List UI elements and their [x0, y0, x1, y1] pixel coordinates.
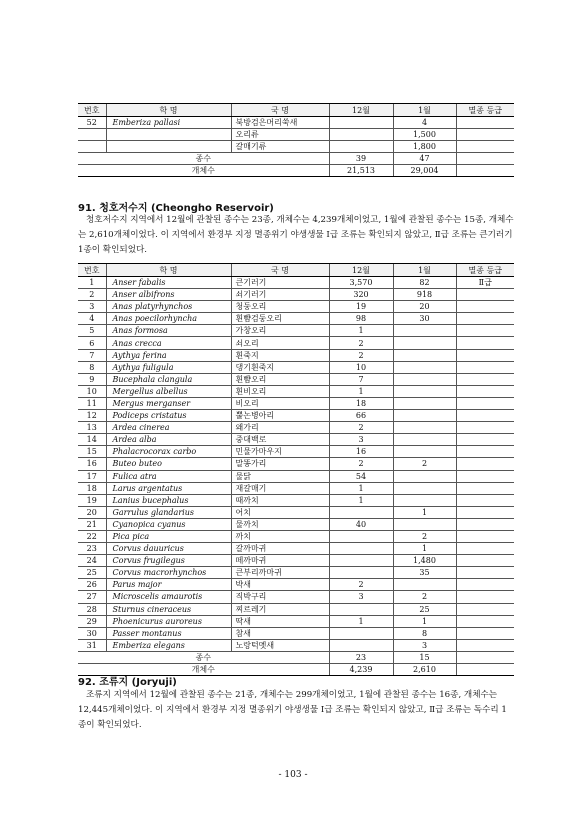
- cell-number: 11: [78, 397, 106, 409]
- cell-number: 18: [78, 482, 106, 494]
- cell-scientific-name: Buteo buteo: [106, 458, 231, 470]
- cell-grade: [456, 422, 514, 434]
- cell-january: 1: [393, 615, 456, 627]
- cell-number: 4: [78, 313, 106, 325]
- species-count-row: [78, 153, 514, 165]
- cell-number: 19: [78, 494, 106, 506]
- species-count-dec: 39: [329, 153, 393, 165]
- cell-grade: [456, 543, 514, 555]
- cell-grade: [456, 506, 514, 518]
- cell-number: 8: [78, 361, 106, 373]
- cell-december: 2: [329, 458, 393, 470]
- cell-number: 31: [78, 639, 106, 651]
- cell-number: 22: [78, 530, 106, 542]
- cell-korean-name: 왜가리: [231, 422, 329, 434]
- cell-december: 1: [329, 482, 393, 494]
- cell-december: 1: [329, 385, 393, 397]
- cell-scientific-name: Mergus merganser: [106, 397, 231, 409]
- cell-korean-name: 흰죽지: [231, 349, 329, 361]
- species-count-dec: 23: [329, 651, 393, 663]
- cell-january: [393, 422, 456, 434]
- cell-number: 21: [78, 518, 106, 530]
- cell-number: 24: [78, 555, 106, 567]
- cell-december: [329, 567, 393, 579]
- cell-scientific-name: Corvus macrorhynchos: [106, 567, 231, 579]
- cell-scientific-name: Aythya ferina: [106, 349, 231, 361]
- cell-grade: Ⅱ급: [456, 277, 514, 289]
- cell-january: [393, 349, 456, 361]
- table-row: [78, 518, 514, 530]
- cell-korean-name: 중대백로: [231, 434, 329, 446]
- species-count-label: 종수: [78, 153, 329, 165]
- cell-korean-name: 큰부리까마귀: [231, 567, 329, 579]
- cell-korean-name: 찌르레기: [231, 603, 329, 615]
- table-row: [78, 639, 514, 651]
- table-row: [78, 141, 514, 153]
- cell-january: [393, 482, 456, 494]
- cell-january: [393, 470, 456, 482]
- table-row: [78, 361, 514, 373]
- cell-december: 2: [329, 579, 393, 591]
- header-january: 1월: [393, 104, 456, 117]
- cell-number: 27: [78, 591, 106, 603]
- table-row: [78, 591, 514, 603]
- cell-number: 16: [78, 458, 106, 470]
- cell-scientific-name: Microscelis amaurotis: [106, 591, 231, 603]
- cell-number: 2: [78, 289, 106, 301]
- cell-scientific-name: Mergellus albellus: [106, 385, 231, 397]
- cell-scientific-name: Emberiza pallasi: [106, 117, 231, 129]
- cell-december: 2: [329, 422, 393, 434]
- cell-january: [393, 373, 456, 385]
- cell-grade: [456, 494, 514, 506]
- cell-january: 3: [393, 639, 456, 651]
- table-row: [78, 567, 514, 579]
- header-endangered-grade: 멸종 등급: [456, 264, 514, 277]
- cell-grade: [456, 482, 514, 494]
- header-korean-name: 국 명: [231, 104, 329, 117]
- cell-december: [329, 543, 393, 555]
- page-number: - 103 -: [278, 770, 308, 780]
- table-row: [78, 289, 514, 301]
- table-header-row: [78, 104, 514, 117]
- cell-korean-name: 박새: [231, 579, 329, 591]
- cell-january: 30: [393, 313, 456, 325]
- cell-scientific-name: Aythya fuligula: [106, 361, 231, 373]
- cell-korean-name: 참새: [231, 627, 329, 639]
- cell-grade: [456, 289, 514, 301]
- cell-number: 9: [78, 373, 106, 385]
- cell-january: 35: [393, 567, 456, 579]
- cell-grade: [456, 470, 514, 482]
- cell-scientific-name: Ardea alba: [106, 434, 231, 446]
- cell-december: 3: [329, 591, 393, 603]
- cell-korean-name: 물닭: [231, 470, 329, 482]
- cell-december: [329, 506, 393, 518]
- cell-scientific-name: Bucephala clangula: [106, 373, 231, 385]
- cell-scientific-name: Parus major: [106, 579, 231, 591]
- cell-january: [393, 410, 456, 422]
- table-row: [78, 117, 514, 129]
- cell-january: 1: [393, 543, 456, 555]
- cell-scientific-name: Anser fabalis: [106, 277, 231, 289]
- cell-korean-name: 뿔논병아리: [231, 410, 329, 422]
- cell-december: 54: [329, 470, 393, 482]
- cell-january: 4: [393, 117, 456, 129]
- cell-january: 1,500: [393, 129, 456, 141]
- cell-january: [393, 434, 456, 446]
- cell-january: [393, 397, 456, 409]
- cell-korean-name: 노랑턱멧새: [231, 639, 329, 651]
- table-row: [78, 129, 514, 141]
- cell-january: 82: [393, 277, 456, 289]
- cell-korean-name: 흰비오리: [231, 385, 329, 397]
- cell-december: 18: [329, 397, 393, 409]
- cell-january: 8: [393, 627, 456, 639]
- species-count-row: [78, 651, 514, 663]
- cell-grade: [456, 117, 514, 129]
- individual-count-row: [78, 165, 514, 177]
- cell-grade: [456, 301, 514, 313]
- table-row: [78, 555, 514, 567]
- cell-scientific-name: Anas platyrhynchos: [106, 301, 231, 313]
- cell-january: [393, 385, 456, 397]
- cell-december: 19: [329, 301, 393, 313]
- cell-scientific-name: Podiceps cristatus: [106, 410, 231, 422]
- cell-december: [329, 117, 393, 129]
- cell-scientific-name: Pica pica: [106, 530, 231, 542]
- species-table-cheongho: [78, 263, 514, 676]
- cell-korean-name: 떼까마귀: [231, 555, 329, 567]
- cell-number: 28: [78, 603, 106, 615]
- cell-korean-name: 재갈매기: [231, 482, 329, 494]
- header-december: 12월: [329, 104, 393, 117]
- cell-grade: [456, 410, 514, 422]
- table-row: [78, 615, 514, 627]
- cell-number: 1: [78, 277, 106, 289]
- table-header-row: [78, 264, 514, 277]
- cell-korean-name: 청둥오리: [231, 301, 329, 313]
- table-row: [78, 325, 514, 337]
- cell-january: 2: [393, 458, 456, 470]
- cell-scientific-name: Emberiza elegans: [106, 639, 231, 651]
- cell-grade: [456, 129, 514, 141]
- table-row: [78, 277, 514, 289]
- cell-grade: [456, 518, 514, 530]
- table-row: [78, 543, 514, 555]
- cell-number: [78, 129, 106, 141]
- cell-korean-name: 딱새: [231, 615, 329, 627]
- section-91-paragraph: 청호저수지 지역에서 12월에 관찰된 종수는 23종, 개체수는 4,239개체이었고, 1월에 관찰된 종수는 15종, 개체수는 2,610개체이었다. 이 지역에서 환경부 지정 멸종위기 야생생물 Ⅰ급 조류는 확인되지 않았고, Ⅱ급 조류는 큰기러기 1종이 확인되었다.: [78, 215, 514, 255]
- cell-scientific-name: Passer montanus: [106, 627, 231, 639]
- cell-grade: [456, 567, 514, 579]
- cell-korean-name: 댕기흰죽지: [231, 361, 329, 373]
- cell-scientific-name: Garrulus glandarius: [106, 506, 231, 518]
- cell-december: 320: [329, 289, 393, 301]
- cell-december: [329, 555, 393, 567]
- cell-january: 1,800: [393, 141, 456, 153]
- cell-december: 7: [329, 373, 393, 385]
- cell-scientific-name: Larus argentatus: [106, 482, 231, 494]
- section-91-title: 91. 청호저수지 (Cheongho Reservoir): [78, 203, 274, 214]
- cell-number: 17: [78, 470, 106, 482]
- cell-scientific-name: [106, 141, 231, 153]
- cell-scientific-name: Anser albifrons: [106, 289, 231, 301]
- species-table-continued: [78, 103, 514, 177]
- cell-number: 30: [78, 627, 106, 639]
- table-row: [78, 422, 514, 434]
- header-endangered-grade: 멸종 등급: [456, 104, 514, 117]
- cell-korean-name: 흰뺨오리: [231, 373, 329, 385]
- cell-december: 3,570: [329, 277, 393, 289]
- cell-grade: [456, 458, 514, 470]
- individual-count-label: 개체수: [78, 165, 329, 177]
- cell-number: 26: [78, 579, 106, 591]
- table-row: [78, 446, 514, 458]
- cell-korean-name: 갈까마귀: [231, 543, 329, 555]
- cell-scientific-name: Lanius bucephalus: [106, 494, 231, 506]
- cell-grade: [456, 579, 514, 591]
- table-row: [78, 385, 514, 397]
- header-scientific-name: 학 명: [106, 104, 231, 117]
- cell-scientific-name: Phalacrocorax carbo: [106, 446, 231, 458]
- table-row: [78, 530, 514, 542]
- cell-january: 20: [393, 301, 456, 313]
- cell-korean-name: 민물가마우지: [231, 446, 329, 458]
- cell-korean-name: 까치: [231, 530, 329, 542]
- cell-january: [393, 579, 456, 591]
- cell-korean-name: 때까치: [231, 494, 329, 506]
- cell-grade: [456, 434, 514, 446]
- cell-january: 2: [393, 591, 456, 603]
- cell-number: 10: [78, 385, 106, 397]
- individual-count-jan: 29,004: [393, 165, 456, 177]
- cell-scientific-name: Anas poecilorhyncha: [106, 313, 231, 325]
- cell-december: 1: [329, 325, 393, 337]
- cell-scientific-name: Corvus dauuricus: [106, 543, 231, 555]
- header-january: 1월: [393, 264, 456, 277]
- cell-number: 15: [78, 446, 106, 458]
- cell-grade: [456, 639, 514, 651]
- cell-number: 29: [78, 615, 106, 627]
- cell-december: 1: [329, 615, 393, 627]
- cell-korean-name: 오리류: [231, 129, 329, 141]
- cell-number: 25: [78, 567, 106, 579]
- cell-december: [329, 129, 393, 141]
- cell-december: [329, 639, 393, 651]
- cell-grade: [456, 530, 514, 542]
- cell-number: 52: [78, 117, 106, 129]
- cell-number: 20: [78, 506, 106, 518]
- cell-scientific-name: [106, 129, 231, 141]
- cell-grade: [456, 141, 514, 153]
- header-korean-name: 국 명: [231, 264, 329, 277]
- section-92-title: 92. 조류지 (Joryuji): [78, 677, 177, 688]
- cell-grade: [456, 325, 514, 337]
- header-december: 12월: [329, 264, 393, 277]
- cell-grade: [456, 446, 514, 458]
- individual-count-dec: 4,239: [329, 664, 393, 676]
- cell-korean-name: 가창오리: [231, 325, 329, 337]
- table-row: [78, 313, 514, 325]
- cell-grade: [456, 373, 514, 385]
- cell-korean-name: 큰기러기: [231, 277, 329, 289]
- cell-grade: [456, 615, 514, 627]
- cell-number: 14: [78, 434, 106, 446]
- cell-scientific-name: Phoenicurus auroreus: [106, 615, 231, 627]
- cell-december: 2: [329, 337, 393, 349]
- cell-december: 10: [329, 361, 393, 373]
- species-count-jan: 47: [393, 153, 456, 165]
- cell-grade: [456, 627, 514, 639]
- cell-number: 6: [78, 337, 106, 349]
- cell-january: 918: [393, 289, 456, 301]
- table-row: [78, 301, 514, 313]
- cell-korean-name: 말똥가리: [231, 458, 329, 470]
- cell-number: 13: [78, 422, 106, 434]
- table-row: [78, 349, 514, 361]
- table-row: [78, 470, 514, 482]
- cell-scientific-name: Sturnus cineraceus: [106, 603, 231, 615]
- cell-number: 3: [78, 301, 106, 313]
- cell-korean-name: 물까치: [231, 518, 329, 530]
- cell-grade: [456, 591, 514, 603]
- table-row: [78, 579, 514, 591]
- cell-december: 16: [329, 446, 393, 458]
- cell-scientific-name: Cyanopica cyanus: [106, 518, 231, 530]
- table-row: [78, 410, 514, 422]
- cell-december: 2: [329, 349, 393, 361]
- table-row: [78, 482, 514, 494]
- cell-grade: [456, 397, 514, 409]
- cell-number: 7: [78, 349, 106, 361]
- cell-december: [329, 627, 393, 639]
- cell-korean-name: 비오리: [231, 397, 329, 409]
- cell-korean-name: 흰뺨검둥오리: [231, 313, 329, 325]
- cell-december: 98: [329, 313, 393, 325]
- header-number: 번호: [78, 104, 106, 117]
- header-scientific-name: 학 명: [106, 264, 231, 277]
- cell-grade: [456, 385, 514, 397]
- table-row: [78, 458, 514, 470]
- cell-korean-name: 직박구리: [231, 591, 329, 603]
- cell-korean-name: 갈매기류: [231, 141, 329, 153]
- cell-scientific-name: Corvus frugilegus: [106, 555, 231, 567]
- species-count-label: 종수: [78, 651, 329, 663]
- cell-january: 1,480: [393, 555, 456, 567]
- cell-january: [393, 446, 456, 458]
- header-number: 번호: [78, 264, 106, 277]
- cell-korean-name: 쇠기러기: [231, 289, 329, 301]
- cell-number: [78, 141, 106, 153]
- cell-grade: [456, 361, 514, 373]
- cell-december: [329, 530, 393, 542]
- cell-number: 12: [78, 410, 106, 422]
- section-92-paragraph: 조류지 지역에서 12월에 관찰된 종수는 21종, 개체수는 299개체이었고, 1월에 관찰된 종수는 16종, 개체수는 12,445개체이었다. 이 지역에서 환경부 지정 멸종위기 야생생물 Ⅰ급 조류는 확인되지 않았고, Ⅱ급 조류는 독수리 1종이 확인되었다.: [78, 690, 507, 730]
- cell-scientific-name: Fulica atra: [106, 470, 231, 482]
- cell-korean-name: 어치: [231, 506, 329, 518]
- cell-january: [393, 361, 456, 373]
- cell-grade: [456, 603, 514, 615]
- cell-korean-name: 쇠오리: [231, 337, 329, 349]
- cell-grade: [456, 555, 514, 567]
- cell-scientific-name: Anas crecca: [106, 337, 231, 349]
- cell-january: 2: [393, 530, 456, 542]
- cell-grade: [456, 337, 514, 349]
- cell-january: [393, 518, 456, 530]
- individual-count-dec: 21,513: [329, 165, 393, 177]
- cell-january: 1: [393, 506, 456, 518]
- species-count-jan: 15: [393, 651, 456, 663]
- cell-january: 25: [393, 603, 456, 615]
- cell-grade: [456, 349, 514, 361]
- cell-december: 66: [329, 410, 393, 422]
- cell-number: 23: [78, 543, 106, 555]
- cell-january: [393, 325, 456, 337]
- cell-december: 1: [329, 494, 393, 506]
- table-row: [78, 397, 514, 409]
- table-row: [78, 373, 514, 385]
- table-row: [78, 603, 514, 615]
- table-row: [78, 494, 514, 506]
- cell-december: 40: [329, 518, 393, 530]
- cell-number: 5: [78, 325, 106, 337]
- table-row: [78, 506, 514, 518]
- cell-grade: [456, 313, 514, 325]
- cell-korean-name: 북방검은머리쑥새: [231, 117, 329, 129]
- individual-count-jan: 2,610: [393, 664, 456, 676]
- table-row: [78, 434, 514, 446]
- cell-january: [393, 494, 456, 506]
- cell-january: [393, 337, 456, 349]
- table-row: [78, 627, 514, 639]
- cell-december: 3: [329, 434, 393, 446]
- cell-scientific-name: Ardea cinerea: [106, 422, 231, 434]
- cell-december: [329, 603, 393, 615]
- table-row: [78, 337, 514, 349]
- cell-december: [329, 141, 393, 153]
- cell-scientific-name: Anas formosa: [106, 325, 231, 337]
- individual-count-label: 개체수: [78, 664, 329, 676]
